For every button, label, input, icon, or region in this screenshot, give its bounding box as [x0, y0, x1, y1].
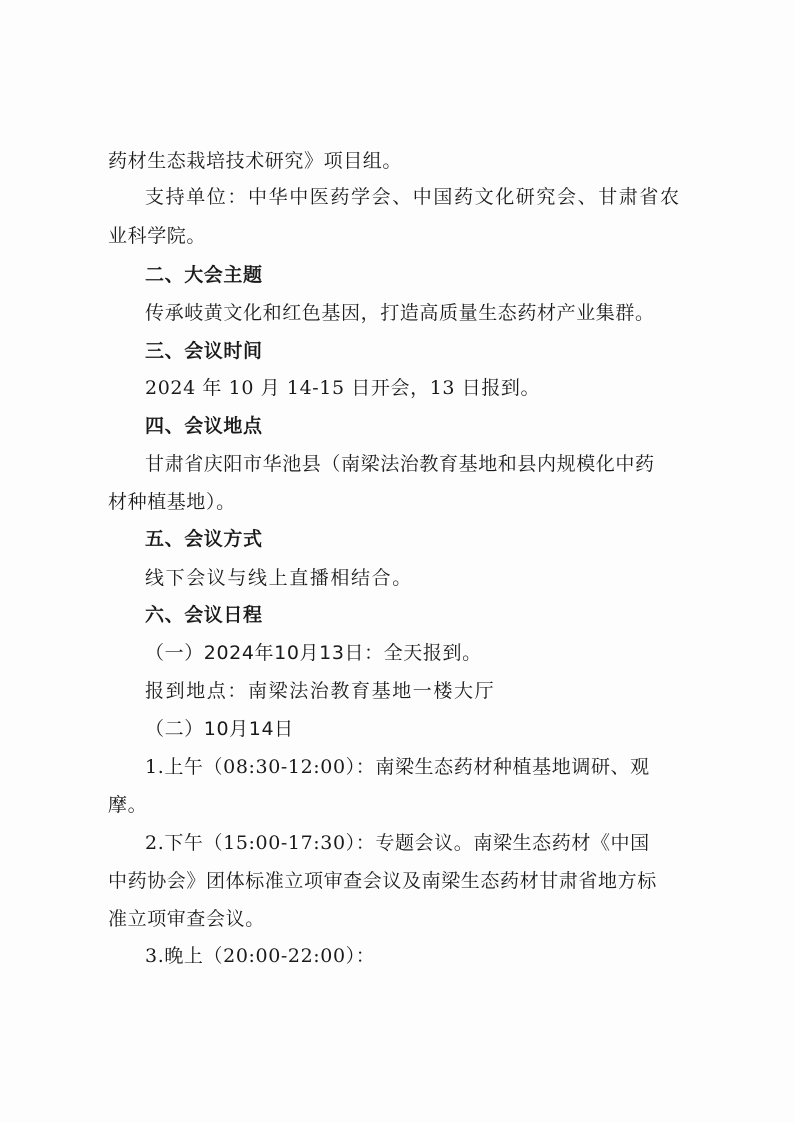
paragraph-line-support-units: 支持单位：中华中医药学会、中国药文化研究会、甘肃省农	[145, 186, 681, 208]
paragraph-line-format: 线下会议与线上直播相结合。	[145, 567, 413, 589]
schedule-item-day1: （一）2024年10月13日：全天报到。	[145, 642, 482, 664]
schedule-item-morning: 1.上午（08:30-12:00）：南梁生态药材种植基地调研、观	[145, 756, 650, 778]
schedule-item-day2: （二）10月14日	[145, 718, 294, 740]
schedule-item-afternoon-cont2: 准立项审查会议。	[108, 908, 265, 930]
paragraph-line-project-group: 药材生态栽培技术研究》项目组。	[108, 150, 403, 172]
section-heading-schedule: 六、会议日程	[145, 604, 263, 626]
section-heading-theme: 二、大会主题	[145, 264, 263, 286]
schedule-item-evening: 3.晚上（20:00-22:00）：	[145, 945, 376, 967]
paragraph-line-location-cont: 材种植基地）。	[108, 491, 236, 513]
section-heading-location: 四、会议地点	[145, 415, 263, 437]
paragraph-line-check-in-location: 报到地点：南梁法治教育基地一楼大厅	[145, 680, 496, 702]
paragraph-line-theme: 传承岐黄文化和红色基因，打造高质量生态药材产业集群。	[145, 302, 655, 324]
paragraph-line-support-units-cont: 业科学院。	[108, 225, 207, 247]
schedule-item-morning-cont: 摩。	[108, 794, 148, 816]
schedule-item-afternoon-cont1: 中药协会》团体标准立项审查会议及南梁生态药材甘肃省地方标	[108, 870, 657, 892]
section-heading-time: 三、会议时间	[145, 340, 263, 362]
paragraph-line-location: 甘肃省庆阳市华池县（南梁法治教育基地和县内规模化中药	[145, 453, 655, 475]
section-heading-format: 五、会议方式	[145, 528, 263, 550]
schedule-item-afternoon: 2.下午（15:00-17:30）：专题会议。南梁生态药材《中国	[145, 832, 650, 854]
paragraph-line-time: 2024 年 10 月 14-15 日开会，13 日报到。	[145, 377, 541, 399]
